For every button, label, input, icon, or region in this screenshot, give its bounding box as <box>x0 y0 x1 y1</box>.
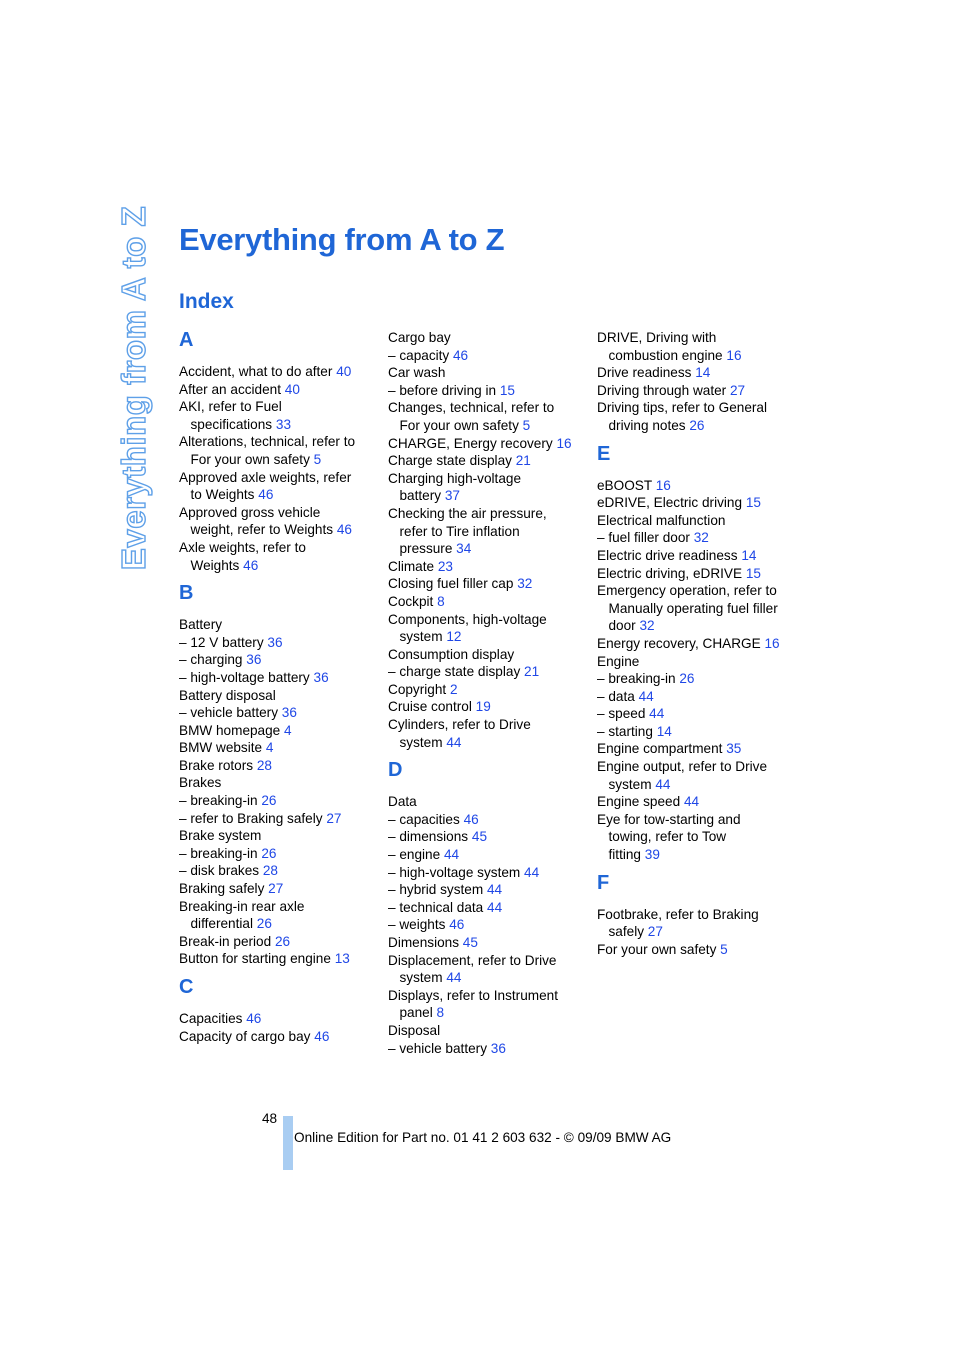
index-entry-text-cont: refer to Tire inflation <box>399 523 520 539</box>
index-entry <box>388 646 583 664</box>
index-entry <box>597 941 792 959</box>
page-reference-link[interactable]: 36 <box>246 652 262 668</box>
index-entry <box>388 558 583 576</box>
index-entry-text: BMW homepage <box>179 722 281 738</box>
index-entry <box>388 347 583 365</box>
index-entry-text-cont: Weights <box>190 557 240 573</box>
index-entry <box>597 670 792 688</box>
index-entry-text-cont: system <box>608 776 652 792</box>
page-reference-link[interactable]: 45 <box>471 829 488 845</box>
index-entry <box>388 716 583 751</box>
page-reference-link[interactable]: 27 <box>326 810 342 826</box>
index-entry <box>388 846 583 864</box>
index-entry <box>597 688 792 706</box>
index-entry <box>597 635 792 653</box>
page-reference-link[interactable]: 15 <box>745 495 761 511</box>
index-entry <box>597 723 792 741</box>
page-reference-link[interactable]: 44 <box>446 970 462 986</box>
spacer <box>179 968 374 976</box>
index-entry <box>179 1010 374 1028</box>
index-entry <box>388 364 583 382</box>
index-entry-text-cont: Manually operating fuel filler <box>608 600 778 616</box>
index-entry-text: Battery <box>179 617 223 633</box>
index-entry <box>179 774 374 792</box>
index-entry-text-cont: system <box>399 734 443 750</box>
index-entry-text: Engine output, refer to Drive <box>597 759 768 775</box>
index-entry-text: – technical data <box>388 899 484 915</box>
index-entry-text: Eye for tow-starting and <box>597 811 741 827</box>
index-entry <box>179 1028 374 1046</box>
page-reference-link[interactable]: 26 <box>679 671 695 687</box>
index-entry-text-cont: For your own safety <box>399 417 519 433</box>
index-entry-text: Engine speed <box>597 794 681 810</box>
page-reference-link[interactable]: 46 <box>336 522 352 538</box>
index-entry-text: Engine compartment <box>597 741 723 757</box>
index-entry-text: Braking safely <box>179 881 265 897</box>
index-entry-text: – breaking-in <box>179 793 258 809</box>
index-letter-heading: E <box>597 442 611 465</box>
page-reference-link[interactable]: 37 <box>444 488 460 504</box>
page-reference-link[interactable]: 14 <box>741 547 757 563</box>
index-entry-text-cont: system <box>399 970 443 986</box>
index-entry <box>597 494 792 512</box>
page-reference-link[interactable]: 27 <box>268 881 284 897</box>
index-entry-text: Closing fuel filler cap <box>388 576 514 592</box>
index-entry-text: Capacities <box>179 1011 243 1026</box>
index-entry <box>179 704 374 722</box>
index-entry-text-cont: weight, refer to Weights <box>190 522 334 538</box>
page-reference-link[interactable]: 46 <box>246 1011 262 1026</box>
index-entry-text: Car wash <box>388 365 446 381</box>
index-entry <box>388 1022 583 1040</box>
index-entry-text: eDRIVE, Electric driving <box>597 495 743 511</box>
page-reference-link[interactable]: 36 <box>313 669 329 685</box>
index-entry <box>179 469 374 504</box>
index-entry-text: – refer to Braking safely <box>179 810 323 826</box>
index-entry <box>388 505 583 558</box>
page-reference-link[interactable]: 32 <box>693 530 709 546</box>
page-reference-link[interactable]: 4 <box>284 722 292 738</box>
index-entry-text: Accident, what to do after <box>179 364 333 379</box>
index-entry-text: Consumption display <box>388 646 515 662</box>
index-entry-text: Changes, technical, refer to <box>388 400 555 416</box>
index-entry-text-cont: specifications <box>190 416 273 432</box>
index-entry <box>388 611 583 646</box>
index-entry-text: After an accident <box>179 381 282 397</box>
index-entry <box>179 898 374 933</box>
index-entry-text: Emergency operation, refer to <box>597 583 777 599</box>
index-entry-text: CHARGE, Energy recovery <box>388 435 553 451</box>
index-entry-text: – charge state display <box>388 664 521 680</box>
index-entry-text: Copyright <box>388 681 447 697</box>
index-entry-text: – weights <box>388 917 446 933</box>
index-entry-text: Charging high-voltage <box>388 470 522 486</box>
index-entry-text: For your own safety <box>597 941 717 957</box>
index-entry-text: DRIVE, Driving with <box>597 330 717 345</box>
index-letter-heading: B <box>179 582 194 605</box>
index-entry <box>597 329 792 364</box>
index-entry-text: Axle weights, refer to <box>179 539 306 555</box>
index-entry <box>388 435 583 453</box>
page-reference-link[interactable]: 46 <box>449 917 465 933</box>
index-entry-text-cont: door <box>608 618 636 634</box>
page-reference-link[interactable]: 8 <box>436 1005 445 1021</box>
index-entry <box>179 810 374 828</box>
index-entry-text: Cruise control <box>388 699 472 715</box>
index-entry-text: Disposal <box>388 1022 441 1038</box>
page-reference-link[interactable]: 26 <box>274 933 291 949</box>
index-entry <box>179 616 374 634</box>
page-reference-link[interactable]: 32 <box>639 618 655 634</box>
page-reference-link[interactable]: 46 <box>453 347 469 363</box>
index-entry <box>388 575 583 593</box>
index-entry-text: – speed <box>597 706 646 722</box>
page-reference-link[interactable]: 26 <box>261 845 277 861</box>
index-entry <box>597 364 792 382</box>
page-reference-link[interactable]: 39 <box>644 847 660 863</box>
footer-text: Online Edition for Part no. 01 41 2 603 632 - © 09/09 BMW AG <box>294 1130 672 1145</box>
index-entry-text: Dimensions <box>388 935 460 950</box>
index-entry <box>179 504 374 539</box>
index-entry-text: – capacity <box>388 347 450 363</box>
index-entry <box>179 381 374 399</box>
page-reference-link[interactable]: 2 <box>449 681 458 697</box>
index-entry-text: – data <box>597 688 635 704</box>
page-title: Everything from A to Z <box>179 222 505 257</box>
index-entry <box>388 663 583 681</box>
index-entry-text: – before driving in <box>388 382 497 398</box>
index-entry <box>179 757 374 775</box>
index-entry <box>388 1040 583 1058</box>
index-entry-text: – dimensions <box>388 829 469 845</box>
index-entry-text: – starting <box>597 723 653 739</box>
index-entry-text: Approved gross vehicle <box>179 504 321 520</box>
spacer <box>597 435 792 443</box>
page-reference-link[interactable]: 33 <box>275 416 292 432</box>
index-entry-text: Engine <box>597 653 640 669</box>
index-column-3 <box>597 329 792 958</box>
index-entry <box>388 681 583 699</box>
page-reference-link[interactable]: 13 <box>334 951 350 967</box>
index-entry-text: – vehicle battery <box>388 1040 487 1056</box>
page-reference-link[interactable]: 23 <box>437 558 453 574</box>
index-entry-text-cont: pressure <box>399 541 453 557</box>
index-entry-text: – high-voltage system <box>388 864 521 880</box>
index-entry-text: Breaking-in rear axle <box>179 898 305 914</box>
page-reference-link[interactable]: 44 <box>486 882 503 898</box>
index-entry <box>388 399 583 434</box>
index-entry-text: Electric drive readiness <box>597 547 738 563</box>
index-entry-text: Displays, refer to Instrument <box>388 987 558 1003</box>
side-title <box>115 205 152 571</box>
page-reference-link[interactable]: 27 <box>647 924 663 940</box>
index-entry <box>388 828 583 846</box>
page-reference-link[interactable]: 44 <box>655 776 671 792</box>
page-reference-link[interactable]: 8 <box>437 593 445 609</box>
page-reference-link[interactable]: 44 <box>524 864 540 880</box>
index-entry-text: Alterations, technical, refer to <box>179 434 356 450</box>
index-letter-heading: C <box>179 976 194 998</box>
page-reference-link[interactable]: 26 <box>256 916 272 932</box>
index-entry-text: Footbrake, refer to Braking <box>597 906 759 922</box>
index-entry-text-cont: system <box>399 629 443 645</box>
index-entry-text: Approved axle weights, refer <box>179 469 352 485</box>
page-reference-link[interactable]: 21 <box>524 664 540 680</box>
footer-bar <box>283 1116 293 1170</box>
index-entry <box>179 722 374 740</box>
index-entry-text: – capacities <box>388 811 460 827</box>
page-reference-link[interactable]: 46 <box>243 557 259 573</box>
page-reference-link[interactable]: 15 <box>745 565 761 581</box>
index-entry-text-cont: For your own safety <box>190 451 310 467</box>
index-entry <box>597 512 792 530</box>
index-letter-heading: A <box>179 329 194 351</box>
page-reference-link[interactable]: 40 <box>336 364 352 379</box>
page-reference-link[interactable]: 16 <box>556 435 572 451</box>
page-reference-link[interactable]: 16 <box>655 477 671 493</box>
index-entry <box>179 880 374 898</box>
index-letter-heading: D <box>388 759 403 782</box>
index-entry-text: Driving through water <box>597 382 727 398</box>
index-entry-text-cont: safely <box>608 924 645 940</box>
page-reference-link[interactable]: 5 <box>522 417 531 433</box>
index-entry-text: Break-in period <box>179 933 272 949</box>
index-entry-text: – high-voltage battery <box>179 669 310 685</box>
index-entry-text: Cockpit <box>388 593 434 609</box>
index-entry <box>597 477 792 495</box>
page-reference-link[interactable]: 28 <box>262 863 278 879</box>
page-reference-link[interactable]: 27 <box>729 382 746 398</box>
page-reference-link[interactable]: 4 <box>265 740 274 756</box>
index-entry <box>597 740 792 758</box>
index-entry <box>388 916 583 934</box>
index-entry-text: Checking the air pressure, <box>388 505 547 521</box>
index-entry-text: Driving tips, refer to General <box>597 400 767 416</box>
index-entry-text: Electric driving, eDRIVE <box>597 565 743 581</box>
index-entry <box>597 547 792 565</box>
page-reference-link[interactable]: 26 <box>261 793 277 809</box>
index-entry-text-cont: differential <box>190 916 253 932</box>
page-reference-link[interactable]: 36 <box>281 705 297 721</box>
page-reference-link[interactable]: 26 <box>689 417 705 433</box>
index-entry <box>179 634 374 652</box>
page-reference-link[interactable]: 16 <box>764 635 780 651</box>
page-reference-link[interactable]: 36 <box>267 634 283 650</box>
index-entry <box>597 705 792 723</box>
index-entry-text: Capacity of cargo bay <box>179 1028 311 1044</box>
index-entry <box>597 758 792 793</box>
page-reference-link[interactable]: 5 <box>313 451 322 467</box>
page-reference-link[interactable]: 12 <box>446 629 462 645</box>
index-entry-text: – hybrid system <box>388 882 484 898</box>
index-entry <box>179 792 374 810</box>
index-entry <box>597 582 792 635</box>
page-reference-link[interactable]: 44 <box>649 706 665 722</box>
index-entry <box>388 864 583 882</box>
index-entry <box>597 529 792 547</box>
index-entry-text: – 12 V battery <box>179 634 264 650</box>
index-entry-text-cont: driving notes <box>608 417 686 433</box>
index-entry <box>597 399 792 434</box>
index-entry-text: Cylinders, refer to Drive <box>388 717 531 733</box>
page-reference-link[interactable]: 45 <box>462 935 478 950</box>
page-reference-link[interactable]: 44 <box>638 688 654 704</box>
index-column-2 <box>388 329 583 1057</box>
index-entry-text: Button for starting engine <box>179 951 331 967</box>
index-entry-text: Battery disposal <box>179 687 276 703</box>
index-entry <box>388 698 583 716</box>
index-entry <box>388 934 583 952</box>
index-entry-text: – breaking-in <box>597 671 676 687</box>
page-reference-link[interactable]: 36 <box>490 1040 506 1056</box>
index-entry <box>179 669 374 687</box>
index-entry <box>388 329 583 347</box>
index-entry-text: Cargo bay <box>388 330 451 345</box>
index-entry-text: – engine <box>388 847 441 863</box>
spacer <box>179 574 374 582</box>
page-reference-link[interactable]: 46 <box>463 811 479 827</box>
index-column-1 <box>179 329 374 1045</box>
index-entry <box>388 881 583 899</box>
index-entry-text-cont: towing, refer to Tow <box>608 829 727 845</box>
index-entry <box>179 827 374 845</box>
page-reference-link[interactable]: 35 <box>726 741 742 757</box>
index-entry <box>179 933 374 951</box>
index-entry <box>179 950 374 968</box>
index-entry <box>597 653 792 671</box>
index-entry-text: Energy recovery, CHARGE <box>597 635 761 651</box>
index-entry <box>179 651 374 669</box>
index-entry <box>179 398 374 433</box>
page-reference-link[interactable]: 40 <box>284 381 300 397</box>
index-entry <box>179 539 374 574</box>
spacer <box>388 751 583 759</box>
page-reference-link[interactable]: 16 <box>726 347 742 363</box>
page-reference-link[interactable]: 5 <box>720 941 728 957</box>
index-entry <box>179 363 374 381</box>
index-entry <box>179 862 374 880</box>
side-title-text: Everything from A to Z <box>115 205 152 571</box>
index-entry-text: – disk brakes <box>179 863 260 879</box>
index-entry <box>179 739 374 757</box>
index-entry <box>388 593 583 611</box>
index-entry <box>179 433 374 468</box>
page-reference-link[interactable]: 44 <box>683 794 700 810</box>
index-entry <box>388 899 583 917</box>
index-entry <box>597 906 792 941</box>
index-entry-text: – charging <box>179 652 243 668</box>
section-title: Index <box>179 290 234 313</box>
page-reference-link[interactable]: 14 <box>695 365 711 381</box>
index-letter-heading: F <box>597 871 610 894</box>
index-entry-text-cont: fitting <box>608 847 641 863</box>
index-entry-text-cont: battery <box>399 488 442 504</box>
index-entry <box>597 811 792 864</box>
index-entry <box>597 793 792 811</box>
index-entry-text: Brakes <box>179 775 222 791</box>
page-reference-link[interactable]: 34 <box>456 541 472 557</box>
page-reference-link[interactable]: 44 <box>443 847 460 863</box>
index-entry-text: Brake system <box>179 828 262 844</box>
index-entry-text-cont: to Weights <box>190 487 255 503</box>
index-entry <box>388 811 583 829</box>
page-reference-link[interactable]: 28 <box>256 757 272 773</box>
index-entry-text: – fuel filler door <box>597 530 690 546</box>
page-reference-link[interactable]: 44 <box>446 734 462 750</box>
index-entry-text: – breaking-in <box>179 845 258 861</box>
page-reference-link[interactable]: 19 <box>475 699 491 715</box>
index-entry-text: Data <box>388 794 417 810</box>
index-entry <box>388 452 583 470</box>
index-entry <box>388 382 583 400</box>
index-entry <box>597 565 792 583</box>
index-entry-text-cont: panel <box>399 1005 433 1021</box>
page-reference-link[interactable]: 32 <box>517 576 533 592</box>
index-entry-text-cont: combustion engine <box>608 347 723 363</box>
index-entry-text: Climate <box>388 558 435 574</box>
spacer <box>597 864 792 872</box>
index-entry-text: eBOOST <box>597 477 652 493</box>
page-reference-link[interactable]: 44 <box>487 899 503 915</box>
index-entry <box>388 987 583 1022</box>
index-entry-text: Drive readiness <box>597 365 692 381</box>
index-entry-text: Displacement, refer to Drive <box>388 952 557 968</box>
index-entry <box>388 952 583 987</box>
page-reference-link[interactable]: 46 <box>314 1028 330 1044</box>
index-entry-text: Brake rotors <box>179 757 254 773</box>
page-reference-link[interactable]: 14 <box>656 723 672 739</box>
page-reference-link[interactable]: 15 <box>499 382 515 398</box>
page-number: 48 <box>262 1111 278 1126</box>
index-entry <box>597 382 792 400</box>
index-entry <box>179 687 374 705</box>
index-entry-text: AKI, refer to Fuel <box>179 399 282 415</box>
page-reference-link[interactable]: 21 <box>515 453 531 469</box>
page-reference-link[interactable]: 46 <box>258 487 274 503</box>
index-entry-text: BMW website <box>179 740 263 756</box>
index-entry <box>388 793 583 811</box>
index-entry-text: Charge state display <box>388 453 512 469</box>
index-entry <box>388 470 583 505</box>
index-entry-text: Electrical malfunction <box>597 512 726 528</box>
index-entry <box>179 845 374 863</box>
index-entry-text: – vehicle battery <box>179 705 278 721</box>
index-entry-text: Components, high-voltage <box>388 611 547 627</box>
